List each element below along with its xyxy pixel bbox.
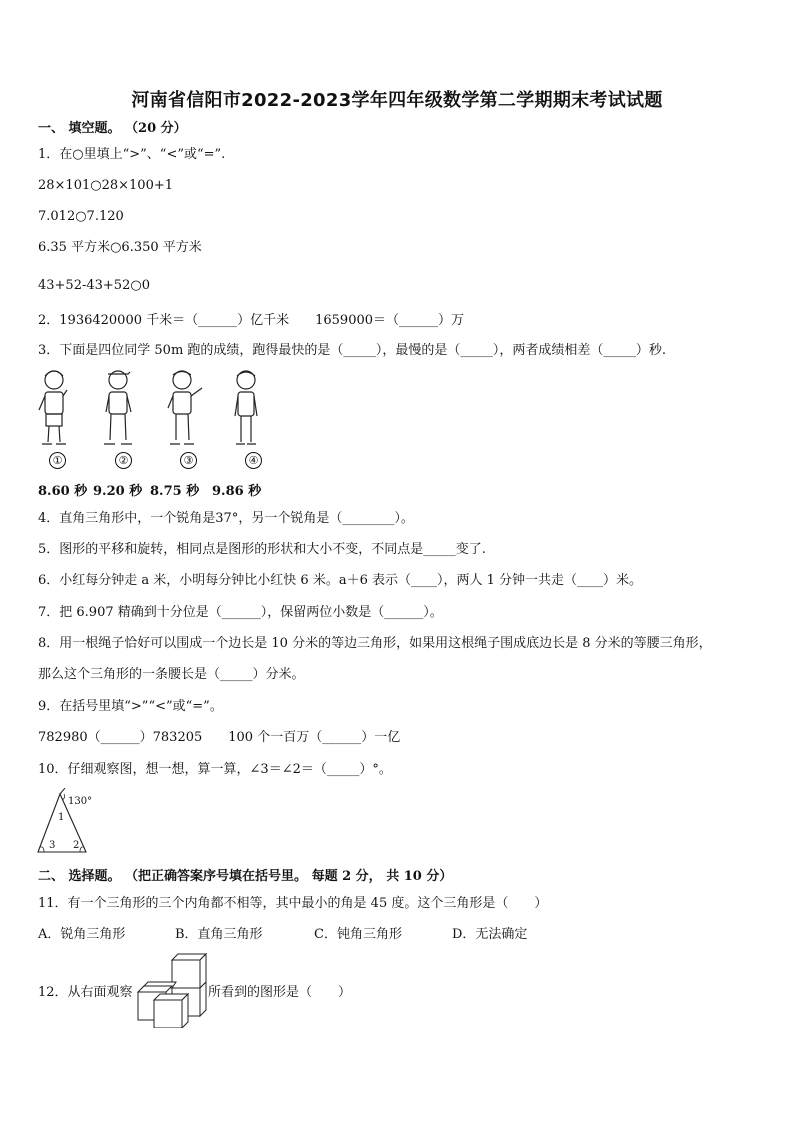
q10: 10．仔细观察图，想一想，算一算，∠3＝∠2＝（_____）°。 [38,762,392,777]
triangle-angle-130: 130° [68,796,93,807]
triangle-angle-3-label: 3 [49,840,56,851]
q12-post: 所看到的图形是（ ） [208,985,352,1000]
q1-item-c: 6.35 平方米○6.350 平方米 [38,240,202,255]
kid-1-figure [39,371,67,444]
runners-figure [34,366,274,450]
kid-label-1: ① [49,452,66,469]
section-2-heading: 二、 选择题。 （把正确答案序号填在括号里。 每题 2 分， 共 10 分） [38,869,453,884]
q8-line2: 那么这个三角形的一条腰长是（_____）分米。 [38,667,305,682]
q1-item-a: 28×101○28×100+1 [38,178,174,193]
kid-time-1: 8.60 秒 [38,484,88,499]
q4: 4．直角三角形中，一个锐角是37°，另一个锐角是（________）。 [38,511,414,526]
q3: 3．下面是四位同学 50m 跑的成绩，跑得最快的是（_____），最慢的是（_____），两者成绩相差（_____）秒. [38,343,667,358]
q12-pre: 12．从右面观察 [38,985,133,1000]
q11-option-a: A．锐角三角形 [38,927,126,942]
q1-item-d: 43+52-43+52○0 [38,278,150,293]
kid-label-3: ③ [180,452,197,469]
triangle-angle-2-label: 2 [73,840,80,851]
q11-option-c: C．钝角三角形 [314,927,402,942]
q2: 2．1936420000 千米＝（______）亿千米 1659000＝（______）万 [38,313,465,328]
kid-time-2: 9.20 秒 [93,484,143,499]
cube-stack-figure [136,952,208,1028]
kid-4-figure [235,371,257,444]
q9-body: 782980（______）783205 100 个一百万（______）一亿 [38,730,401,745]
q8-line1: 8．用一根绳子恰好可以围成一个边长是 10 分米的等边三角形，如果用这根绳子围成底边长是 8 分米的等腰三角形， [38,636,712,651]
kid-time-3: 8.75 秒 [150,484,200,499]
kid-time-4: 9.86 秒 [212,484,262,499]
q11-stem: 11．有一个三角形的三个内角都不相等，其中最小的角是 45 度。这个三角形是（ ） [38,896,548,911]
kid-2-figure [104,371,132,444]
kid-3-figure [168,371,202,444]
q11-option-b: B．直角三角形 [175,927,263,942]
q7: 7．把 6.907 精确到十分位是（______），保留两位小数是（______）。 [38,605,443,620]
q9-stem: 9．在括号里填“>”“<”或“=”。 [38,699,223,714]
q1-stem: 1．在○里填上“>”、“<”或“=”. [38,147,226,162]
q11-option-d: D．无法确定 [452,927,528,942]
kid-label-4: ④ [245,452,262,469]
q6: 6．小红每分钟走 a 米，小明每分钟比小红快 6 米。a＋6 表示（____），两人 1 分钟一共走（____）米。 [38,573,643,588]
kid-label-2: ② [115,452,132,469]
section-1-heading: 一、 填空题。 （20 分） [38,121,187,136]
q1-item-b: 7.012○7.120 [38,209,124,224]
page-title: 河南省信阳市2022-2023学年四年级数学第二学期期末考试试题 [131,90,663,111]
q5: 5．图形的平移和旋转，相同点是图形的形状和大小不变，不同点是_____变了. [38,542,486,557]
triangle-angle-1-label: 1 [58,812,65,823]
